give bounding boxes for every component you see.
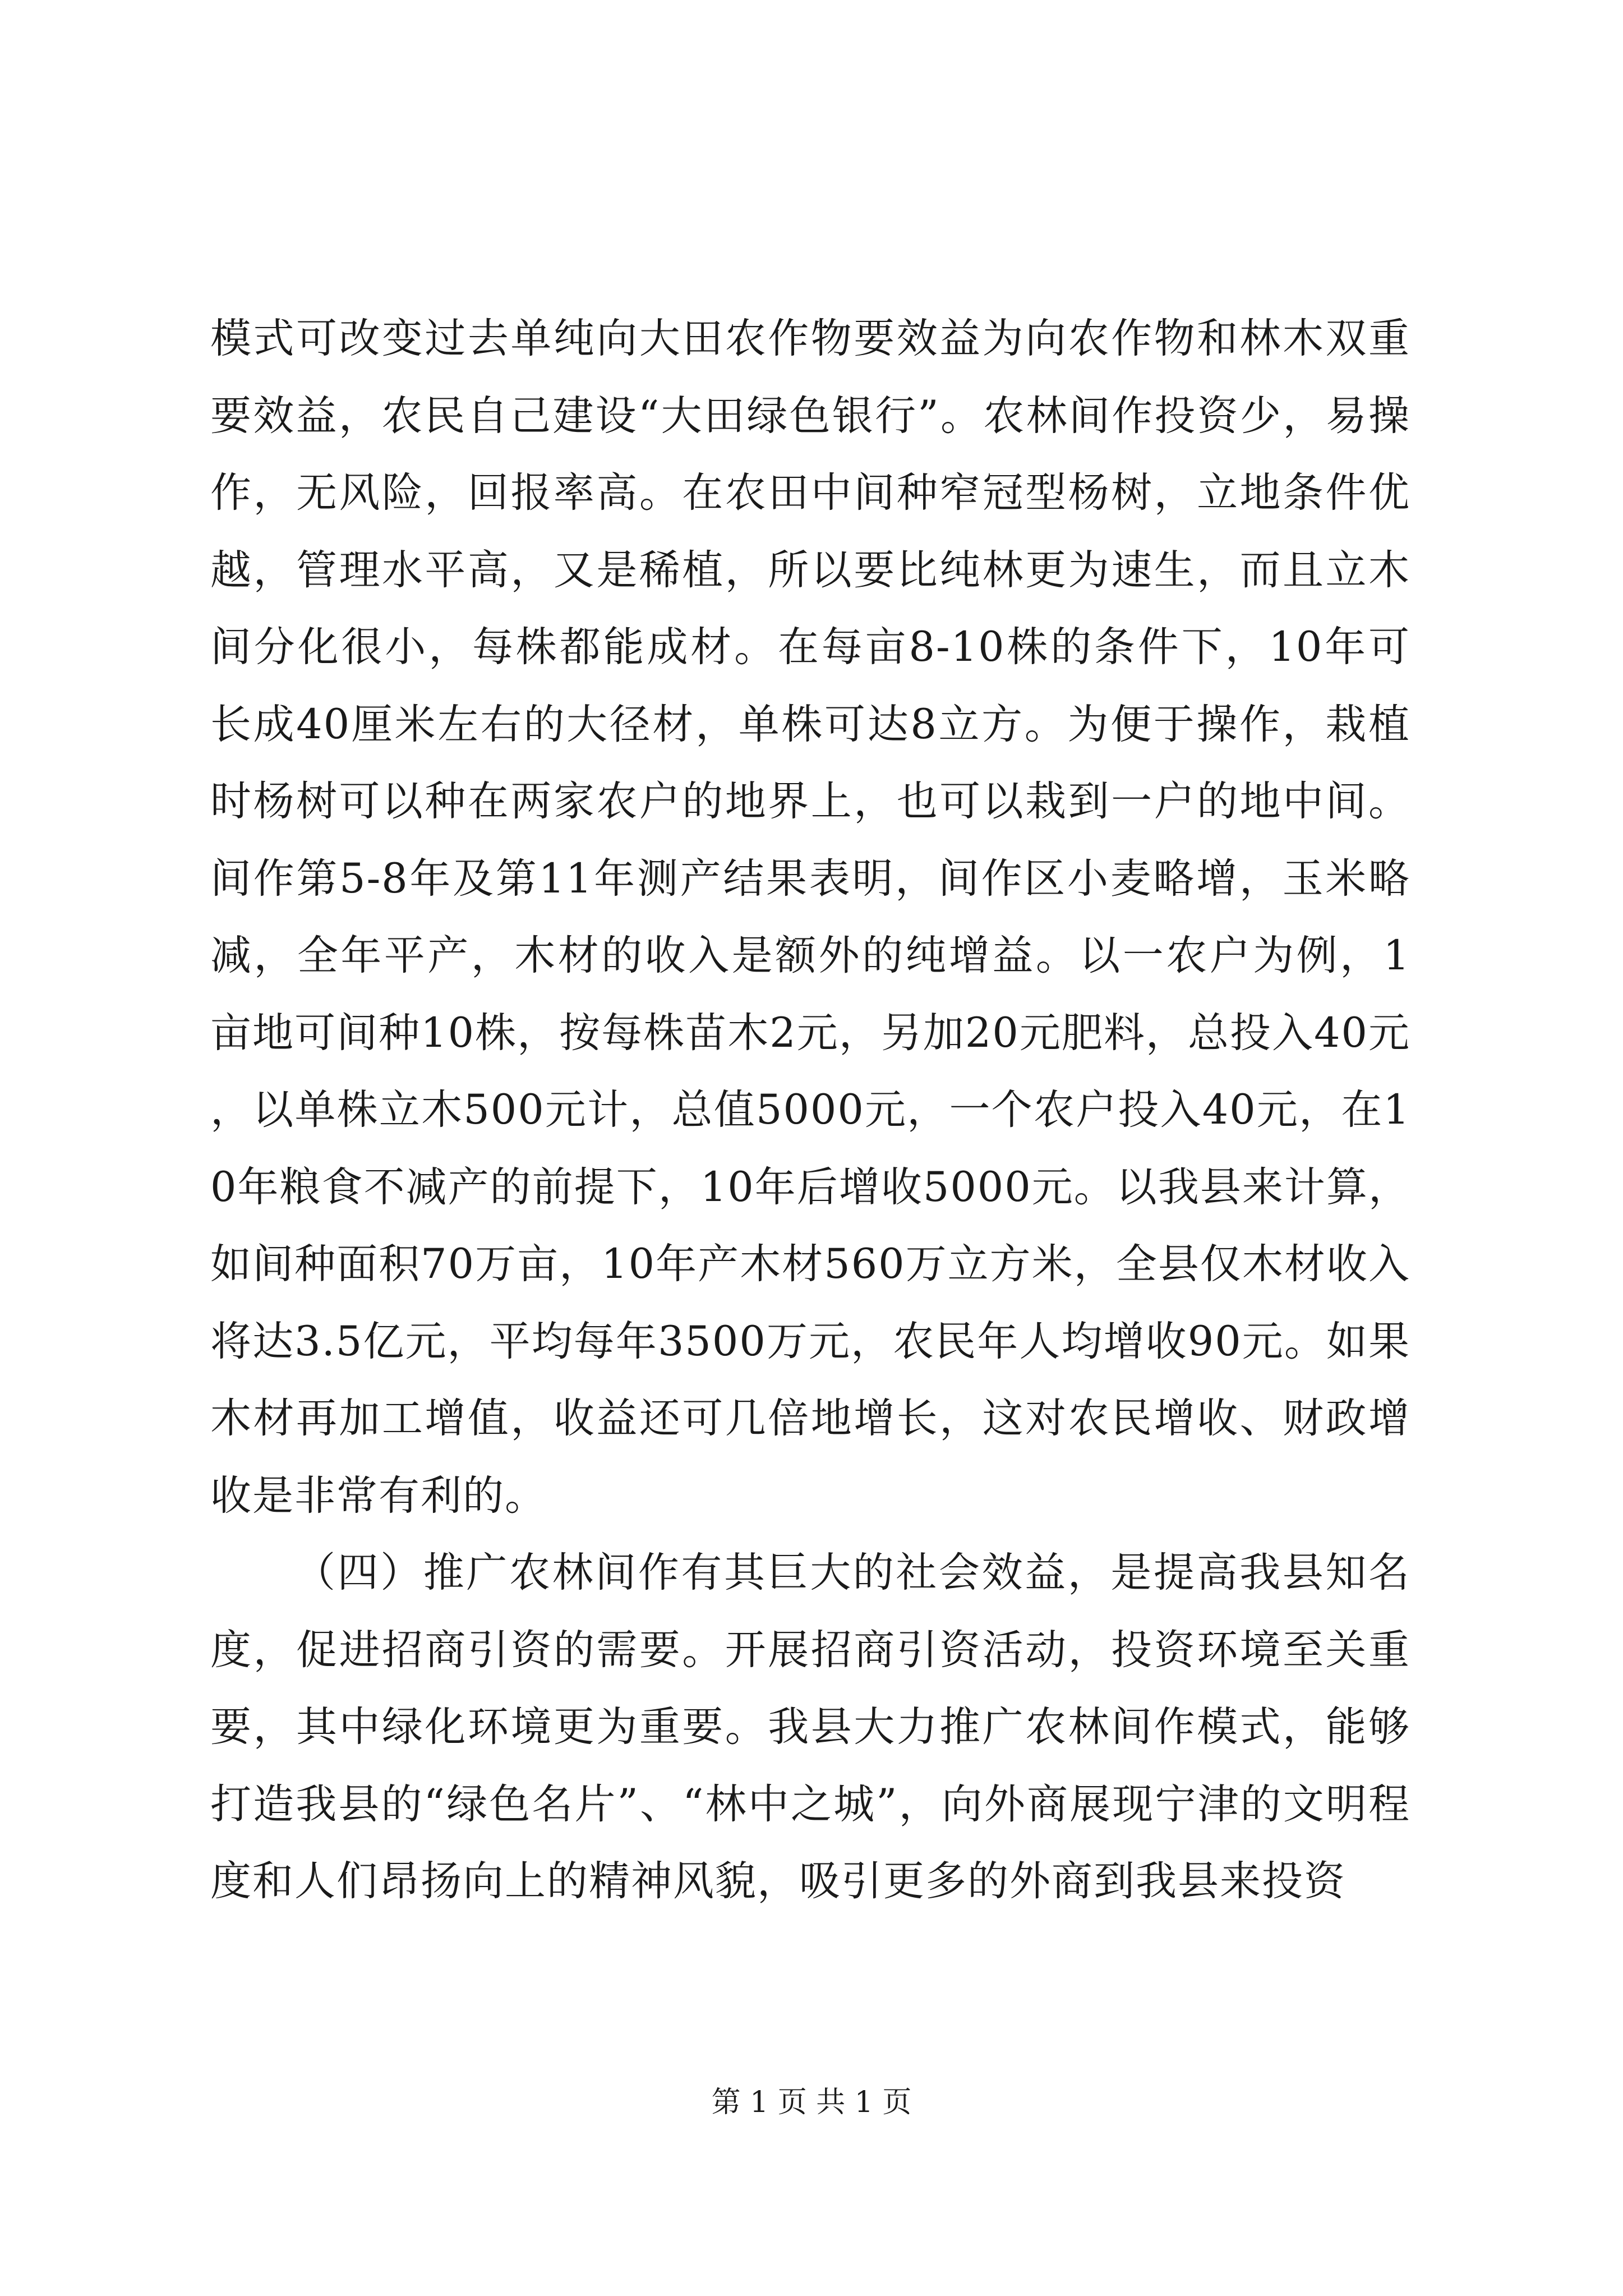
paragraph-2: （四）推广农林间作有其巨大的社会效益，是提高我县知名度，促进招商引资的需要。开展招商引资活动，投资环境至关重要，其中绿化环境更为重要。我县大力推广农林间作模式，能够打造我县的“绿色名片”、“林中之城”，向外商展现宁津的文明程度和人们昂扬向上的精神风貌，吸引更多的外商到我县来投资 — [210, 1549, 1410, 1905]
paragraph-1: 模式可改变过去单纯向大田农作物要效益为向农作物和林木双重要效益，农民自己建设“大田绿色银行”。农林间作投资少，易操作，无风险，回报率高。在农田中间种窄冠型杨树，立地条件优越，管理水平高，又是稀植，所以要比纯林更为速生，而且立木间分化很小，每株都能成材。在每亩8-10株的条件下，10年可长成40厘米左右的大径材，单株可达8立方。为便于操作，栽植时杨树可以种在两家农户的地界上，也可以栽到一户的地中间。间作第5-8年及第11年测产结果表明，间作区小麦略增，玉米略减，全年平产，木材的收入是额外的纯增益。以一农户为例，1亩地可间种10株，按每株苗木2元，另加20元肥料，总投入40元，以单株立木500元计，总值5000元，一个农户投入40元，在10年粮食不减产的前提下，10年后增收5000元。以我县来计算，如间种面积70万亩，10年产木材560万立方米，全县仅木材收入将达3.5亿元，平均每年3500万元，农民年人均增收90元。如果木材再加工增值，收益还可几倍地增长，这对农民增收、财政增收是非常有利的。 — [210, 315, 1410, 1520]
page-footer: 第 1 页 共 1 页 — [711, 2086, 912, 2119]
document-body — [210, 300, 1410, 1920]
